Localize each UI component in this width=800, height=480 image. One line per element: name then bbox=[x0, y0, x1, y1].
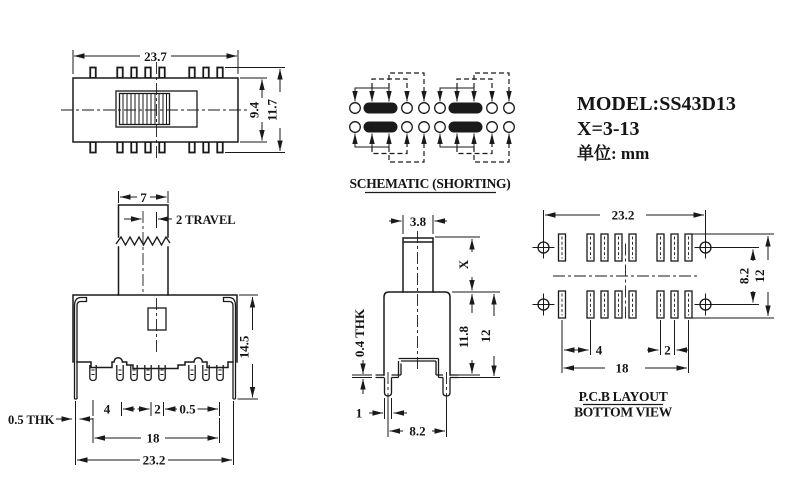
title-block bbox=[577, 93, 736, 163]
front-knob-width-label: 7 bbox=[140, 190, 147, 205]
side-stem-width-label: 3.8 bbox=[409, 214, 427, 229]
pcb-pad-span-label: 18 bbox=[615, 360, 629, 376]
side-pin-span-label: 8.2 bbox=[409, 423, 426, 439]
model-number: MODEL:SS43D13 bbox=[577, 93, 736, 115]
front-height-label: 14.5 bbox=[236, 335, 252, 359]
side-body-height-label: 11.8 bbox=[456, 325, 471, 349]
side-stem-height-label: X bbox=[456, 259, 471, 270]
center-slot bbox=[148, 308, 166, 330]
front-body-width-label: 23.2 bbox=[142, 452, 166, 468]
side-tab-thk-label: 0.4 THK bbox=[352, 308, 367, 358]
pcb-outer-height-label: 12 bbox=[752, 269, 767, 283]
pcb-hole-span-label: 23.2 bbox=[611, 207, 635, 223]
unit-note: 单位: mm bbox=[577, 144, 650, 163]
side-total-height-label: 12 bbox=[478, 329, 493, 343]
top-view-body-height-label: 9.4 bbox=[246, 101, 262, 119]
schematic-label: SCHEMATIC (SHORTING) bbox=[349, 176, 511, 191]
front-pin-span-label: 18 bbox=[146, 430, 160, 446]
pcb-pad-first-label: 4 bbox=[595, 342, 603, 358]
side-view bbox=[352, 214, 500, 439]
front-pin-gap-label: 0.5 bbox=[179, 401, 196, 417]
top-view-total-height-label: 11.7 bbox=[264, 98, 280, 122]
pcb-pad-pitch-label: 2 bbox=[664, 342, 671, 358]
top-view-width-label: 23.7 bbox=[144, 49, 167, 64]
schematic-view bbox=[350, 73, 515, 193]
top-view bbox=[61, 49, 285, 158]
front-pin-pitch-label: 2 bbox=[154, 401, 161, 417]
front-travel-label: 2 TRAVEL bbox=[176, 213, 236, 227]
side-pin-width-label: 1 bbox=[355, 405, 363, 421]
pcb-row-span-label: 8.2 bbox=[736, 267, 752, 285]
pcb-label-line1: P.C.B LAYOUT bbox=[578, 389, 668, 404]
pcb-label-line2: BOTTOM VIEW bbox=[574, 404, 672, 420]
x-range: X=3-13 bbox=[577, 118, 640, 140]
front-pin-first-label: 4 bbox=[103, 401, 111, 417]
front-bracket-thk-label: 0.5 THK bbox=[8, 413, 55, 427]
pcb-layout-view bbox=[533, 208, 775, 420]
front-view bbox=[8, 190, 258, 468]
